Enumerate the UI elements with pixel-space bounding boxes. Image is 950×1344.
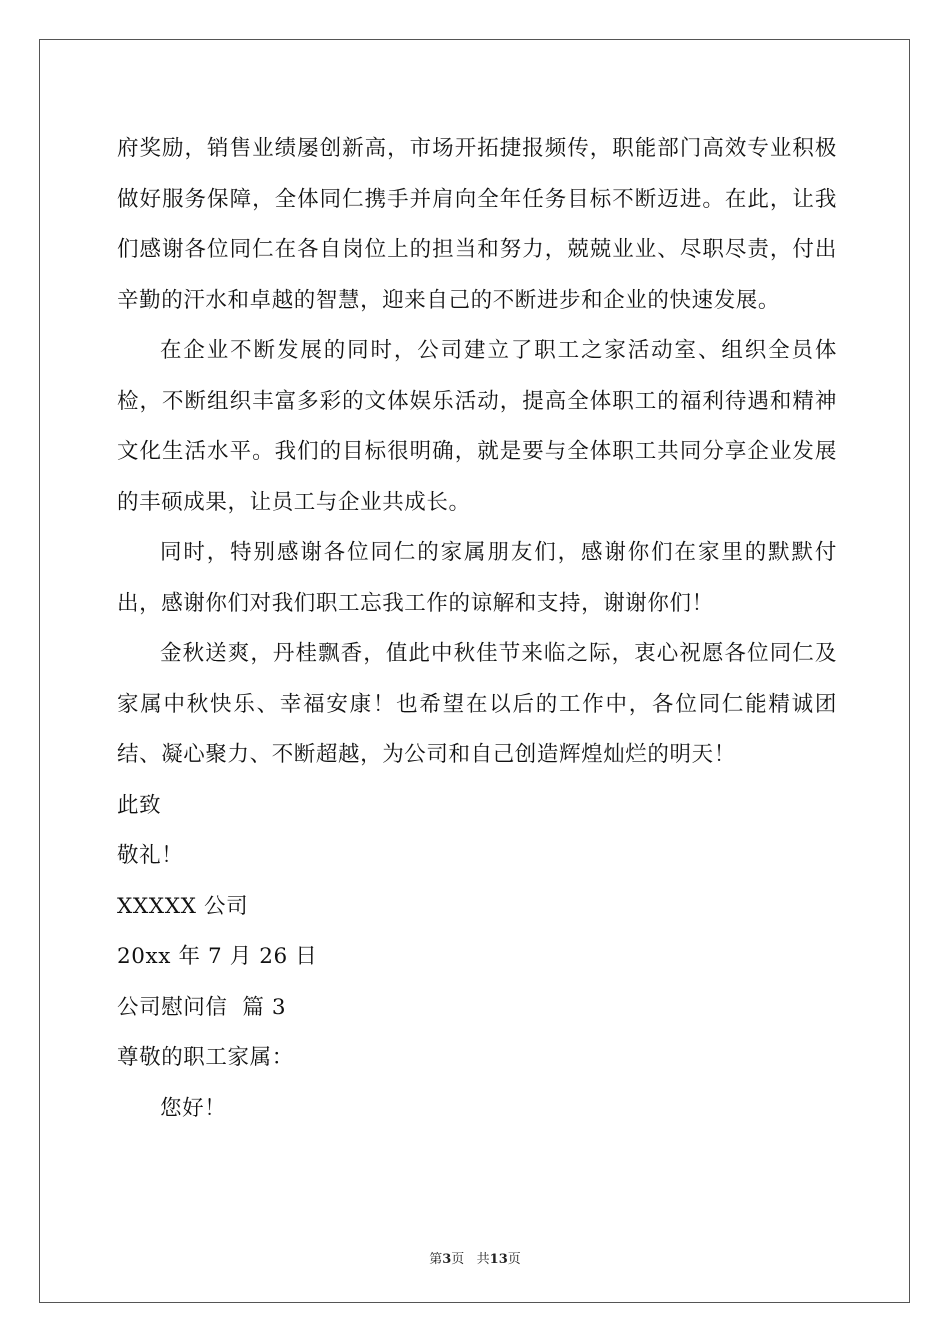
section-title: 公司慰问信 篇 3 — [117, 994, 287, 1020]
paragraph-2: 在企业不断发展的同时，公司建立了职工之家活动室、组织全员体检，不断组织丰富多彩的文体娱乐活动，提高全体职工的福利待遇和精神文化生活水平。我们的目标很明确，就是要与全体职工共同分享企业发展的丰硕成果，让员工与企业共成长。 — [117, 338, 837, 515]
page-prefix: 第 — [429, 1252, 443, 1267]
closing-line: 此致 — [117, 792, 162, 818]
page-mid: 页 共 — [451, 1252, 490, 1267]
company-signature: XXXXX 公司 — [117, 893, 249, 919]
page-total: 13 — [489, 1252, 508, 1267]
paragraph-4: 金秋送爽，丹桂飘香，值此中秋佳节来临之际，衷心祝愿各位同仁及家属中秋快乐、幸福安康！也希望在以后的工作中，各位同仁能精诚团结、凝心聚力、不断超越，为公司和自己创造辉煌灿烂的明天！ — [117, 641, 837, 767]
page-suffix: 页 — [507, 1252, 521, 1267]
letter-date: 20xx 年 7 月 26 日 — [117, 944, 318, 969]
paragraph-1: 府奖励，销售业绩屡创新高，市场开拓捷报频传，职能部门高效专业积极做好服务保障，全体同仁携手并肩向全年任务目标不断迈进。在此，让我们感谢各位同仁在各自岗位上的担当和努力，兢兢业业、尽职尽责，付出辛勤的汗水和卓越的智慧，迎来自己的不断进步和企业的快速发展。 — [117, 136, 837, 313]
page-footer — [0, 1248, 950, 1267]
greeting-line: 您好！ — [160, 1095, 227, 1121]
paragraph-3: 同时，特别感谢各位同仁的家属朋友们，感谢你们在家里的默默付出，感谢你们对我们职工忘我工作的谅解和支持，谢谢你们！ — [117, 540, 837, 616]
salute-line: 敬礼！ — [117, 843, 184, 868]
addressee-line: 尊敬的职工家属： — [117, 1045, 294, 1070]
page-current: 3 — [442, 1252, 452, 1267]
document-body — [117, 124, 837, 1134]
